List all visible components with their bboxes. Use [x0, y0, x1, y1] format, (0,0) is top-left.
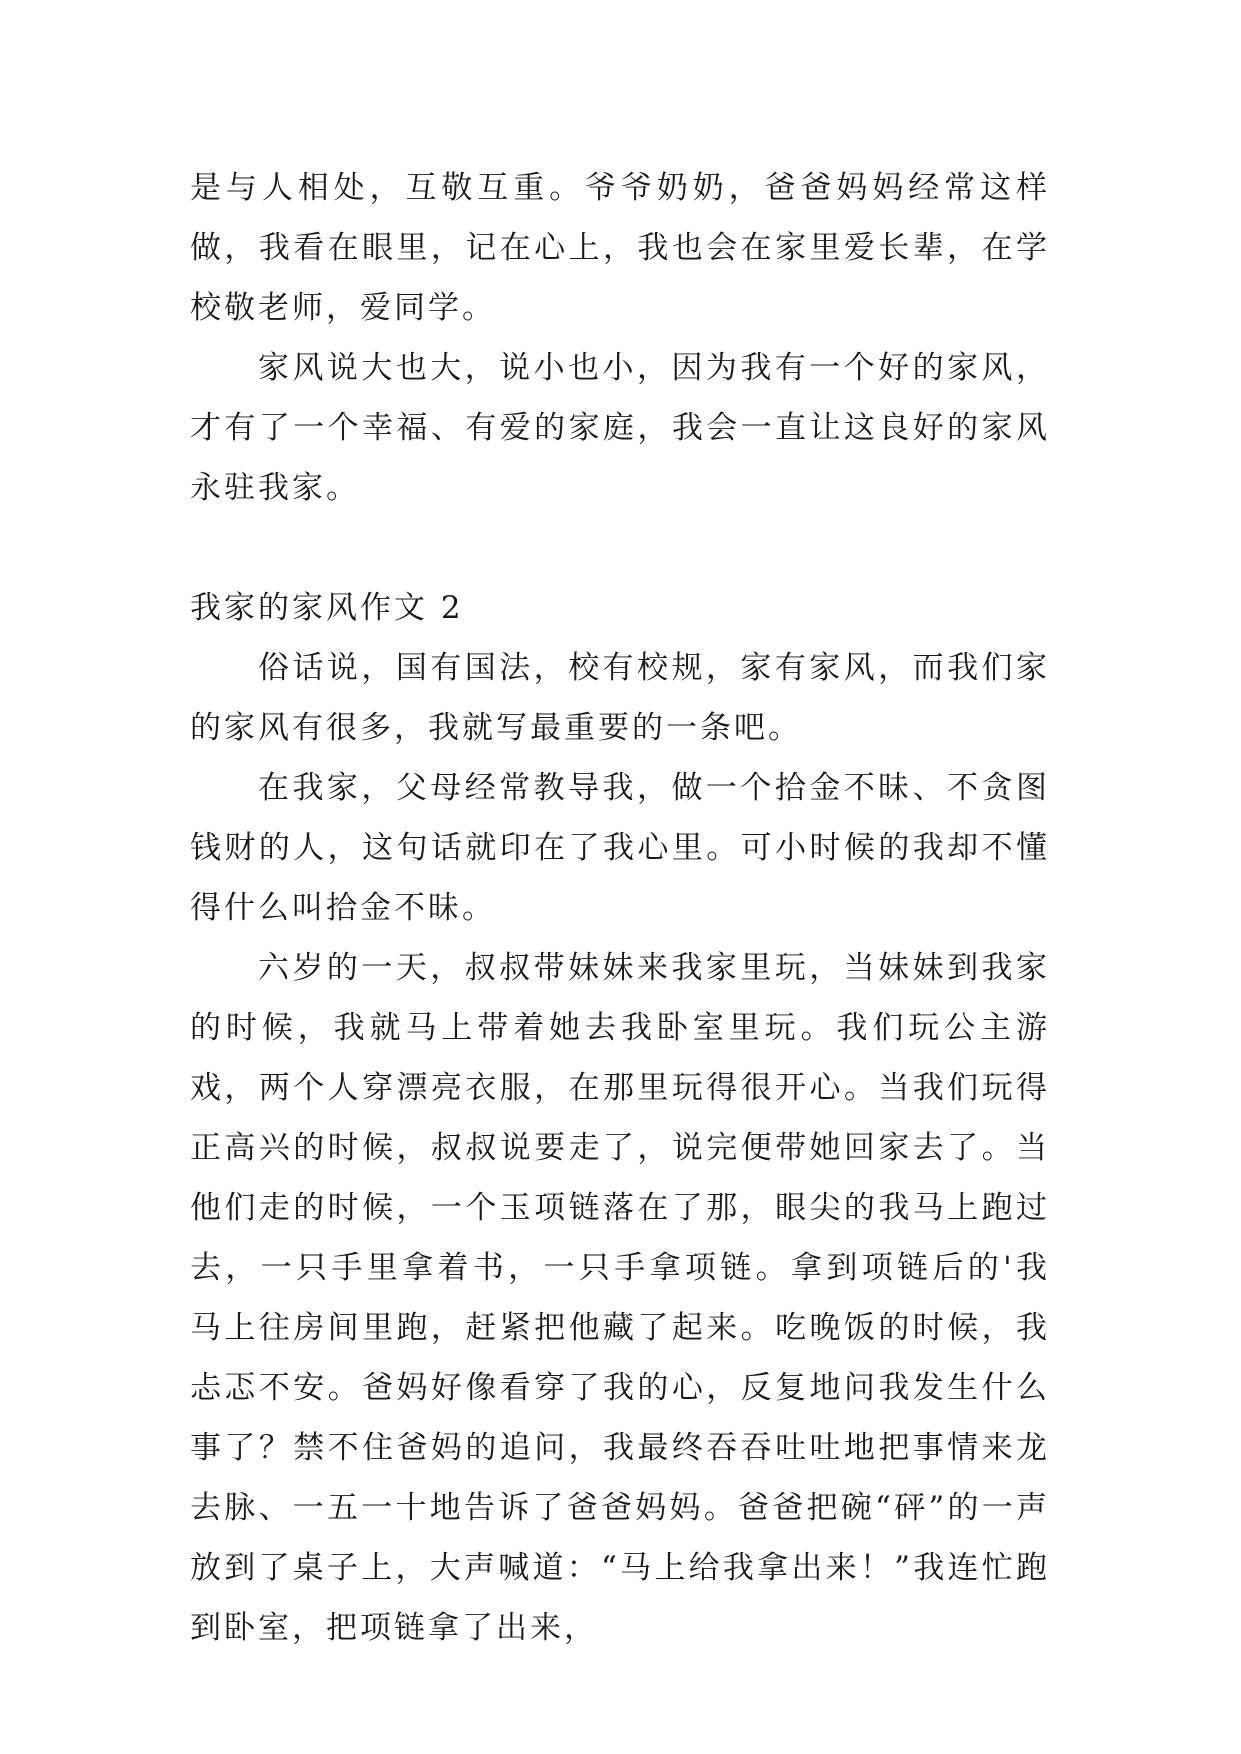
document-body — [190, 158, 1050, 1658]
body-paragraph-1: 俗话说，国有国法，校有校规，家有家风，而我们家的家风有很多，我就写最重要的一条吧。 — [190, 650, 1050, 746]
intro-paragraph-1: 是与人相处，互敬互重。爷爷奶奶，爸爸妈妈经常这样做，我看在眼里，记在心上，我也会在家里爱长辈，在学校敬老师，爱同学。 — [190, 170, 1050, 326]
intro-paragraph-2: 家风说大也大，说小也小，因为我有一个好的家风，才有了一个幸福、有爱的家庭，我会一直让这良好的家风永驻我家。 — [190, 350, 1050, 506]
body-paragraph-3: 六岁的一天，叔叔带妹妹来我家里玩，当妹妹到我家的时候，我就马上带着她去我卧室里玩。我们玩公主游戏，两个人穿漂亮衣服，在那里玩得很开心。当我们玩得正高兴的时候，叔叔说要走了，说完便带她回家去了。当他们走的时候，一个玉项链落在了那，眼尖的我马上跑过去，一只手里拿着书，一只手拿项链。拿到项链后的'我马上往房间里跑，赶紧把他藏了起来。吃晚饭的时候，我忐忑不安。爸妈好像看穿了我的心，反复地问我发生什么事了？禁不住爸妈的追问，我最终吞吞吐吐地把事情来龙去脉、一五一十地告诉了爸爸妈妈。爸爸把碗“砰”的一声放到了桌子上，大声喊道：“马上给我拿出来！”我连忙跑到卧室，把项链拿了出来， — [190, 950, 1050, 1646]
essay-heading: 我家的家风作文 2 — [190, 590, 464, 626]
body-paragraph-2: 在我家，父母经常教导我，做一个拾金不昧、不贪图钱财的人，这句话就印在了我心里。可小时候的我却不懂得什么叫拾金不昧。 — [190, 770, 1050, 926]
